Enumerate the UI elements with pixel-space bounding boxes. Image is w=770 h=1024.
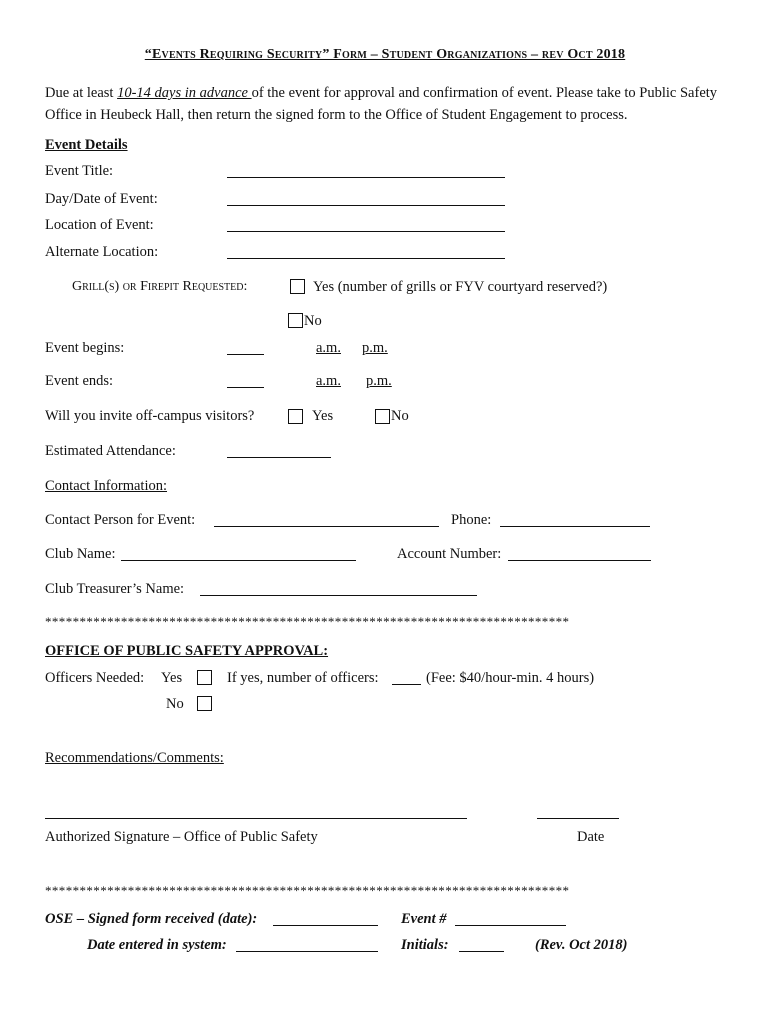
intro-lead: Due at least [45, 85, 118, 101]
ends-am: a.m. [316, 373, 341, 389]
separator-2: **************************************************************************** [45, 883, 570, 898]
grill-no-label: No [304, 313, 322, 329]
phone-label: Phone: [451, 512, 492, 528]
attendance-label: Estimated Attendance: [45, 443, 176, 459]
contact-heading: Contact Information: [45, 478, 168, 494]
ose-received-label: OSE – Signed form received (date): [45, 911, 258, 927]
officers-count-field[interactable] [392, 684, 421, 685]
date-line[interactable] [537, 818, 619, 819]
officers-no-checkbox[interactable] [197, 696, 212, 711]
event-ends-field[interactable] [227, 387, 264, 388]
initials-field[interactable] [459, 951, 504, 952]
location-field[interactable] [227, 231, 505, 232]
event-details-heading: Event Details [45, 137, 128, 153]
separator-1: **************************************************************************** [45, 614, 570, 629]
alternate-location-field[interactable] [227, 258, 505, 259]
location-label: Location of Event: [45, 217, 154, 233]
grill-yes-label: Yes (number of grills or FYV courtyard reserved?) [313, 279, 608, 295]
event-title-label: Event Title: [45, 163, 114, 179]
grill-yes-checkbox[interactable] [290, 279, 305, 294]
signature-line[interactable] [45, 818, 467, 819]
officers-needed-label: Officers Needed: [45, 670, 145, 686]
contact-person-label: Contact Person for Event: [45, 512, 196, 528]
officers-no-label: No [166, 696, 184, 712]
offcampus-label: Will you invite off-campus visitors? [45, 408, 255, 424]
alternate-location-label: Alternate Location: [45, 244, 159, 260]
intro-paragraph [45, 82, 735, 126]
event-begins-label: Event begins: [45, 340, 125, 356]
intro-rest: of the event for approval and confirmation of event. Please take to Public Safety Office in Heubeck Hall, then return the signed form to the Office of Student Engagement to process. [45, 85, 718, 123]
if-yes-label: If yes, number of officers: [227, 670, 379, 686]
approval-heading: OFFICE OF PUBLIC SAFETY APPROVAL: [45, 643, 329, 659]
revision-label: (Rev. Oct 2018) [535, 937, 628, 953]
phone-field[interactable] [500, 526, 650, 527]
grill-label: Grill(s) or Firepit Requested: [72, 279, 248, 294]
offcampus-no-checkbox[interactable] [375, 409, 390, 424]
day-date-label: Day/Date of Event: [45, 191, 158, 207]
fee-note: (Fee: $40/hour-min. 4 hours) [426, 670, 595, 686]
club-name-label: Club Name: [45, 546, 116, 562]
begins-pm: p.m. [362, 340, 388, 356]
date-entered-field[interactable] [236, 951, 378, 952]
ose-received-field[interactable] [273, 925, 378, 926]
account-number-field[interactable] [508, 560, 651, 561]
recommendations-label: Recommendations/Comments: [45, 750, 224, 766]
event-number-label: Event # [401, 911, 447, 927]
form-title: “Events Requiring Security” Form – Student Organizations – rev Oct 2018 [144, 47, 626, 62]
club-name-field[interactable] [121, 560, 356, 561]
officers-yes-checkbox[interactable] [197, 670, 212, 685]
day-date-field[interactable] [227, 205, 505, 206]
offcampus-no-label: No [391, 408, 409, 424]
event-begins-field[interactable] [227, 354, 264, 355]
treasurer-label: Club Treasurer’s Name: [45, 581, 185, 597]
attendance-field[interactable] [227, 457, 331, 458]
date-entered-label: Date entered in system: [87, 937, 227, 953]
begins-am: a.m. [316, 340, 341, 356]
event-number-field[interactable] [455, 925, 566, 926]
signature-label: Authorized Signature – Office of Public Safety [45, 829, 318, 845]
grill-no-checkbox[interactable] [288, 313, 303, 328]
treasurer-field[interactable] [200, 595, 477, 596]
ends-pm: p.m. [366, 373, 392, 389]
event-ends-label: Event ends: [45, 373, 114, 389]
officers-yes-label: Yes [161, 670, 183, 686]
date-label: Date [577, 829, 605, 845]
account-number-label: Account Number: [397, 546, 502, 562]
offcampus-yes-label: Yes [312, 408, 334, 424]
offcampus-yes-checkbox[interactable] [288, 409, 303, 424]
event-title-field[interactable] [227, 177, 505, 178]
intro-deadline: 10-14 days in advance [117, 85, 252, 101]
contact-person-field[interactable] [214, 526, 439, 527]
initials-label: Initials: [401, 937, 449, 953]
